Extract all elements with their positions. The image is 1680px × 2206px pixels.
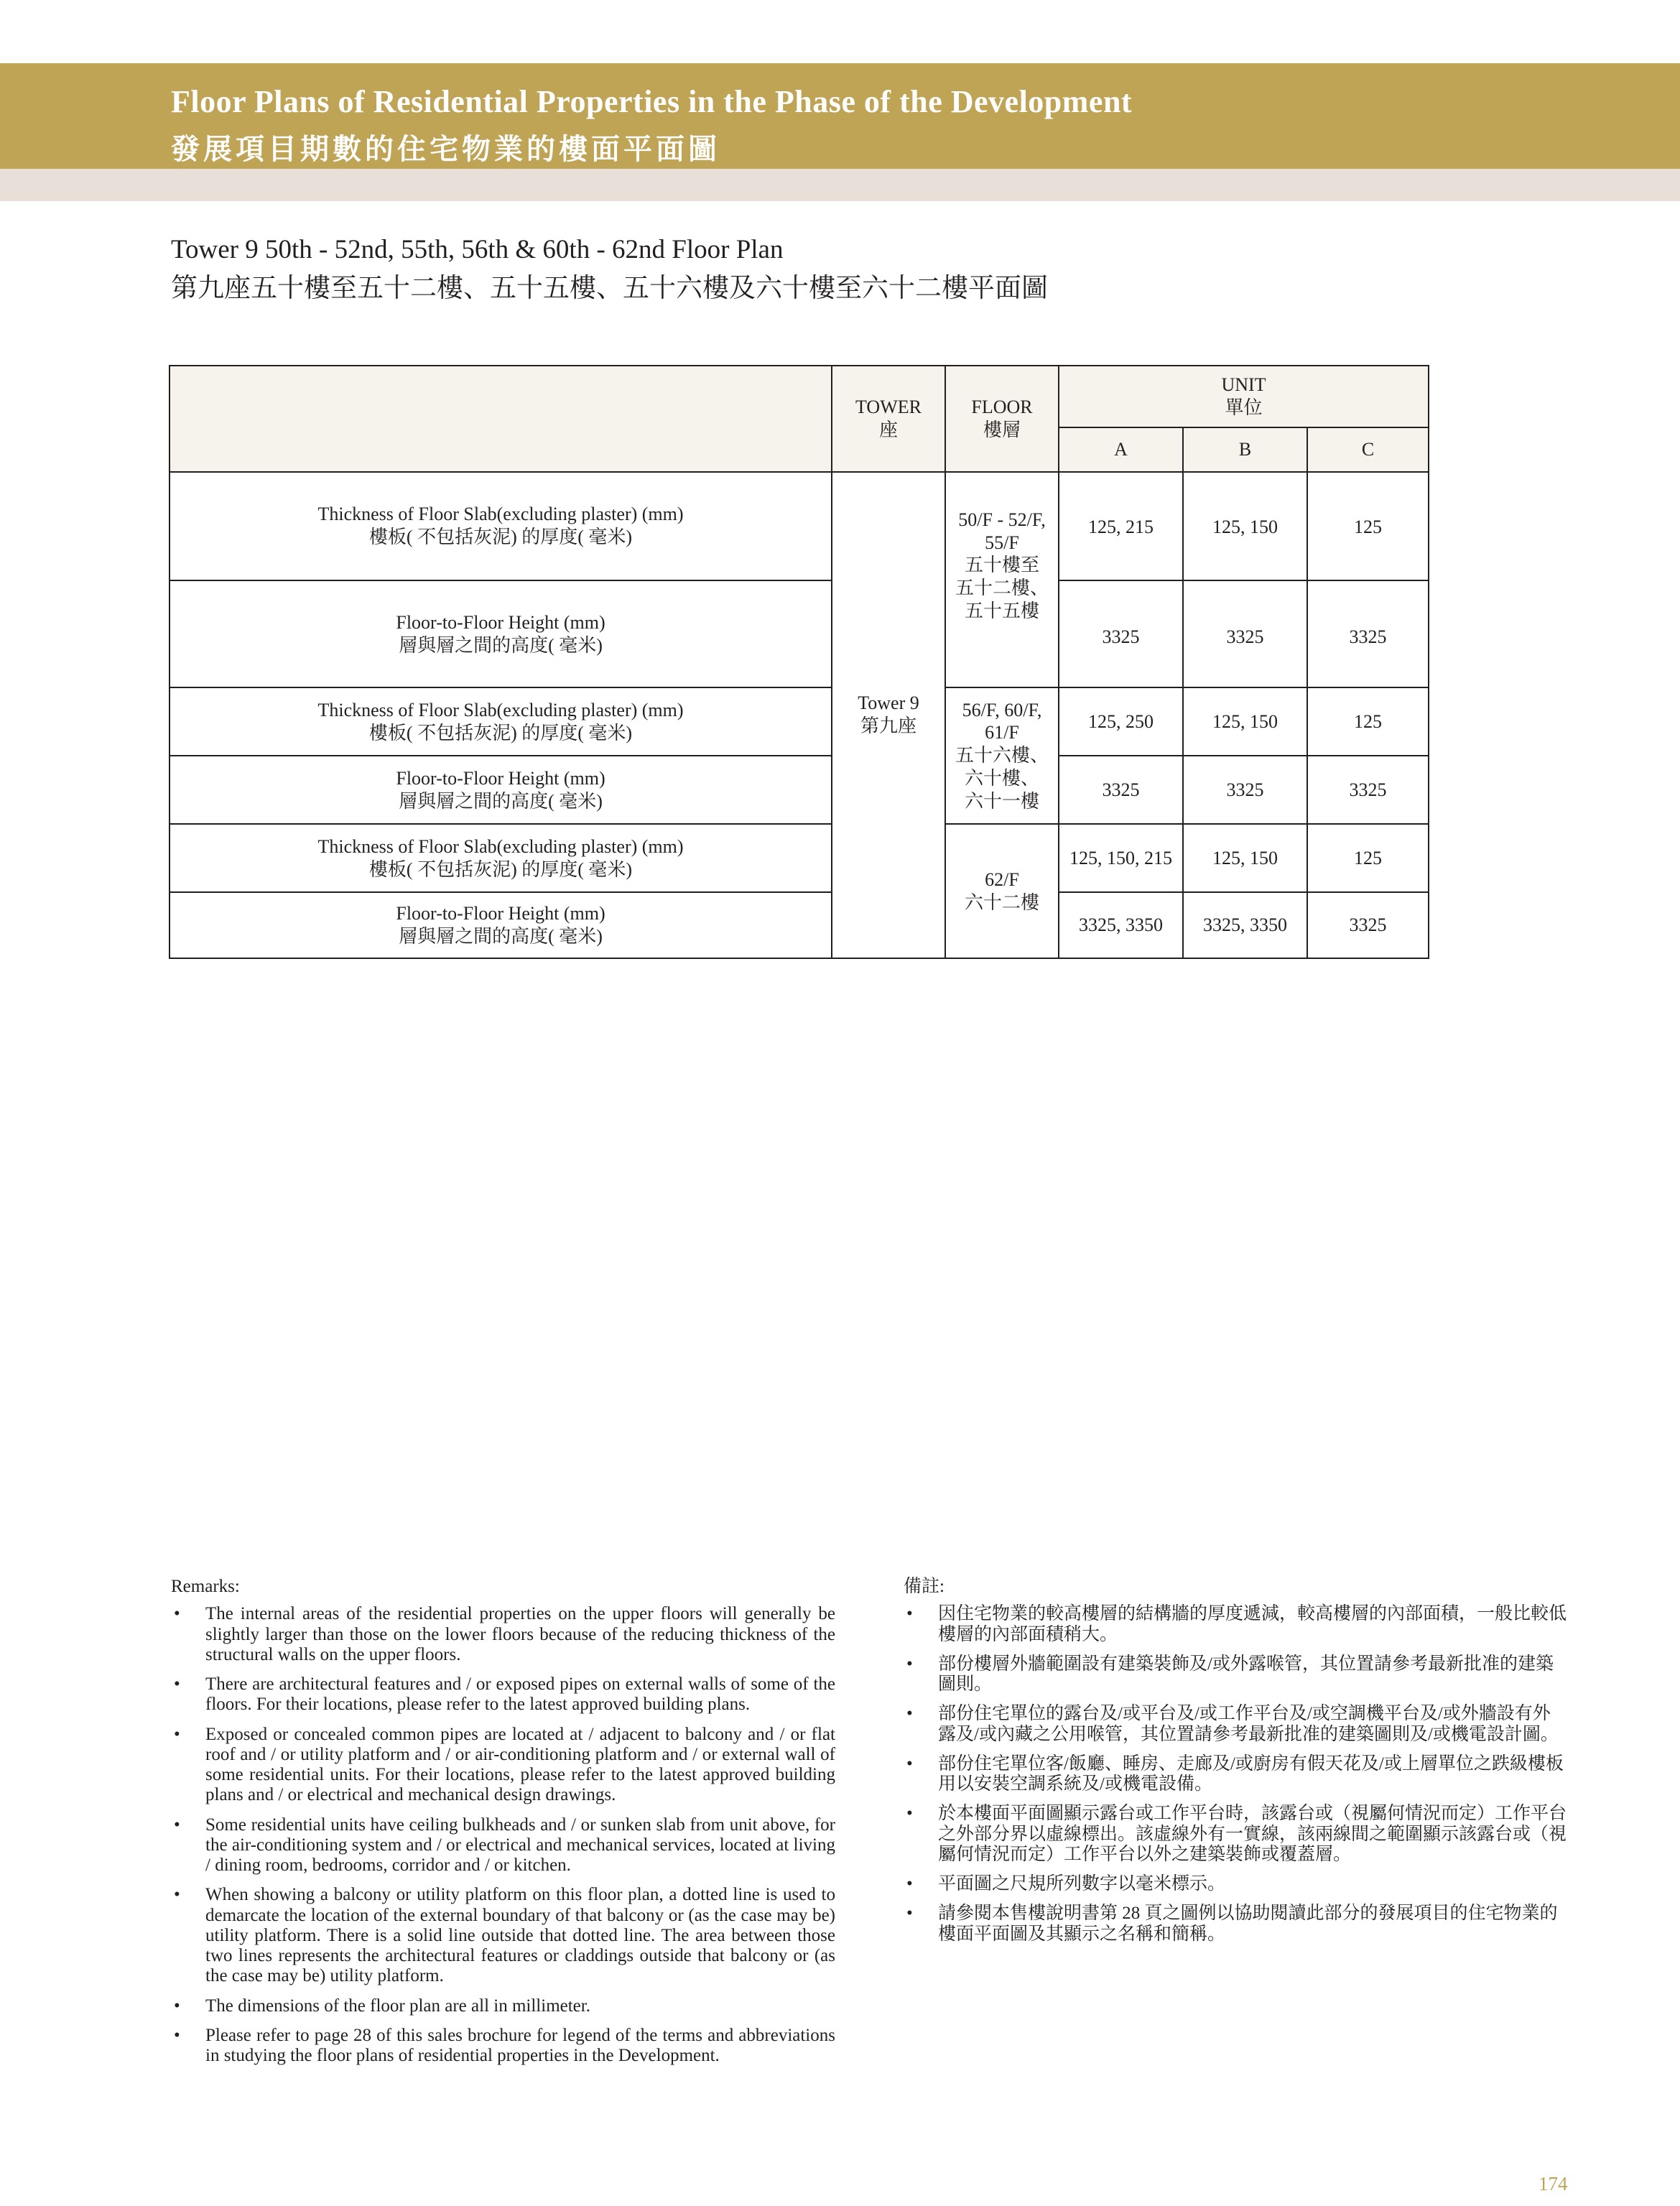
- table-cell: 125, 150: [1182, 471, 1308, 581]
- remark-item: • When showing a balcony or utility platform on this floor plan, a dotted line is used to demarcate the location of the external boundary of that balcony or (as the case may be) utility platform. There is a solid line outside that dotted line. The area between those two lines represents the architectural features or claddings outside that balcony or (as the case may be) utility platform.: [174, 1885, 835, 1986]
- row-label-floor-height: Floor-to-Floor Height (mm) 層與層之間的高度( 毫米): [169, 755, 832, 825]
- table-header-blank: [169, 365, 832, 473]
- column-header-floor: [945, 365, 1059, 473]
- row-label-floor-height: Floor-to-Floor Height (mm) 層與層之間的高度( 毫米): [169, 891, 832, 959]
- remarks-title-zh: 備註:: [904, 1577, 945, 1596]
- column-header-tower: [831, 365, 946, 473]
- table-cell: 125: [1307, 687, 1429, 756]
- bullet-icon: •: [906, 1804, 913, 1824]
- remarks-list-en: [171, 1604, 835, 2066]
- table-cell: 125, 215: [1058, 471, 1184, 581]
- floor-group-2: 56/F, 60/F, 61/F 五十六樓、 六十樓、 六十一樓: [945, 687, 1059, 825]
- remark-item: • There are architectural features and / or exposed pipes on external walls of some of the floors. For their locations, please refer to the latest approved building plans.: [174, 1674, 835, 1715]
- floor-group-1: 50/F - 52/F, 55/F 五十樓至 五十二樓、 五十五樓: [945, 471, 1059, 688]
- row-label-slab-thickness: Thickness of Floor Slab(excluding plaster) (mm) 樓板( 不包括灰泥) 的厚度( 毫米): [169, 471, 832, 581]
- column-header-floor-zh: 樓層: [983, 420, 1021, 440]
- column-header-unit-c: C: [1307, 427, 1429, 473]
- table-cell: 3325: [1307, 755, 1429, 825]
- table-cell: 3325: [1307, 891, 1429, 959]
- row-label-slab-thickness: Thickness of Floor Slab(excluding plaster) (mm) 樓板( 不包括灰泥) 的厚度( 毫米): [169, 823, 832, 893]
- bullet-icon: •: [174, 1885, 180, 1905]
- column-header-unit-zh: 單位: [1225, 397, 1263, 418]
- remarks-zh: [904, 1577, 1568, 1954]
- remark-item: • 請參閱本售樓說明書第 28 頁之圖例以協助閱讀此部分的發展項目的住宅物業的樓面平面圖及其顯示之名稱和簡稱。: [906, 1904, 1558, 1944]
- remark-item: • Please refer to page 28 of this sales brochure for legend of the terms and abbreviations in studying the floor plans of residential properties in the Development.: [174, 2025, 835, 2065]
- bullet-icon: •: [906, 1874, 913, 1894]
- remark-item: • 部份住宅單位客/飯廳、睡房、走廊及/或廚房有假天花及/或上層單位之跌級樓板用以安裝空調系統及/或機電設備。: [906, 1753, 1564, 1794]
- bullet-icon: •: [174, 2025, 180, 2045]
- column-header-unit: [1058, 365, 1429, 428]
- remark-item: • 於本樓面平面圖顯示露台或工作平台時，該露台或（視屬何情況而定）工作平台之外部分界以虛線標出。該虛線外有一實線，該兩線間之範圍顯示該露台或（視屬何情況而定）工作平台以外之建築裝飾或覆蓋層。: [906, 1804, 1567, 1864]
- bullet-icon: •: [174, 1724, 180, 1744]
- table-cell: 3325: [1182, 580, 1308, 688]
- remark-item: • 部份住宅單位的露台及/或平台及/或工作平台及/或空調機平台及/或外牆設有外露及/或內藏之公用喉管，其位置請參考最新批准的建築圖則及/或機電設計圖。: [906, 1704, 1559, 1744]
- table-cell: 125: [1307, 823, 1429, 893]
- remark-item: • 因住宅物業的較高樓層的結構牆的厚度遞減，較高樓層的內部面積，一般比較低樓層的內部面積稍大。: [906, 1604, 1567, 1644]
- bullet-icon: •: [174, 1996, 180, 2016]
- floor-group-3: 62/F 六十二樓: [945, 823, 1059, 959]
- table-cell: 125, 150: [1182, 823, 1308, 893]
- table-cell: 125, 150, 215: [1058, 823, 1184, 893]
- remark-item: • Some residential units have ceiling bulkheads and / or sunken slab from unit above, for the air-conditioning system and / or electrical and mechanical services, located at living / dining room, bedrooms, corridor and / or kitchen.: [174, 1815, 835, 1875]
- table-cell: 125, 250: [1058, 687, 1184, 756]
- remark-item: • The internal areas of the residential properties on the upper floors will generally be slightly larger than those on the lower floors because of the reducing thickness of the structural walls on the upper floors.: [174, 1604, 835, 1664]
- floor-spec-table: [169, 365, 1429, 959]
- bullet-icon: •: [906, 1704, 913, 1724]
- remark-item: • The dimensions of the floor plan are all in millimeter.: [174, 1996, 590, 2016]
- bullet-icon: •: [906, 1604, 913, 1624]
- column-header-tower-zh: 座: [878, 420, 898, 440]
- remarks-list-zh: [904, 1604, 1568, 1945]
- page-title-zh: 發展項目期數的住宅物業的樓面平面圖: [171, 133, 720, 165]
- table-cell: 125, 150: [1182, 687, 1308, 756]
- column-header-unit-b: B: [1182, 427, 1308, 473]
- remark-item: • 平面圖之尺規所列數字以毫米標示。: [906, 1874, 1226, 1894]
- table-cell: 3325: [1307, 580, 1429, 688]
- table-cell: 3325: [1058, 755, 1184, 825]
- table-cell: 125: [1307, 471, 1429, 581]
- column-header-unit-a: A: [1058, 427, 1184, 473]
- bullet-icon: •: [906, 1904, 913, 1924]
- page-number: 174: [1539, 2173, 1568, 2195]
- remark-item: • 部份樓層外牆範圍設有建築裝飾及/或外露喉管，其位置請參考最新批准的建築圖則。: [906, 1654, 1554, 1694]
- tower-cell: Tower 9 第九座: [831, 471, 946, 959]
- plan-subtitle-en: Tower 9 50th - 52nd, 55th, 56th & 60th - 62nd Floor Plan: [171, 235, 784, 264]
- remarks-title-en: Remarks:: [171, 1577, 240, 1596]
- table-cell: 3325, 3350: [1058, 891, 1184, 959]
- plan-subtitle-zh: 第九座五十樓至五十二樓、五十五樓、五十六樓及六十樓至六十二樓平面圖: [171, 274, 1048, 303]
- bullet-icon: •: [174, 1604, 180, 1624]
- header-strip: [0, 169, 1680, 201]
- row-label-slab-thickness: Thickness of Floor Slab(excluding plaster) (mm) 樓板( 不包括灰泥) 的厚度( 毫米): [169, 687, 832, 756]
- column-header-floor-en: FLOOR: [971, 397, 1033, 418]
- table-cell: 3325: [1182, 755, 1308, 825]
- column-header-unit-en: UNIT: [1221, 374, 1266, 396]
- bullet-icon: •: [174, 1674, 180, 1694]
- table-cell: 3325, 3350: [1182, 891, 1308, 959]
- remark-item: • Exposed or concealed common pipes are located at / adjacent to balcony and / or flat roof and / or utility platform and / or air-conditioning platform and / or external wall of some residential units. For their locations, please refer to the latest approved building plans and / or electrical and mechanical design drawings.: [174, 1724, 835, 1805]
- bullet-icon: •: [906, 1753, 913, 1774]
- page-title-en: Floor Plans of Residential Properties in the Phase of the Development: [171, 84, 1133, 119]
- remarks-en: [171, 1577, 835, 2075]
- table-cell: 3325: [1058, 580, 1184, 688]
- bullet-icon: •: [906, 1654, 913, 1674]
- row-label-floor-height: Floor-to-Floor Height (mm) 層與層之間的高度( 毫米): [169, 580, 832, 688]
- bullet-icon: •: [174, 1815, 180, 1835]
- column-header-tower-en: TOWER: [855, 397, 922, 418]
